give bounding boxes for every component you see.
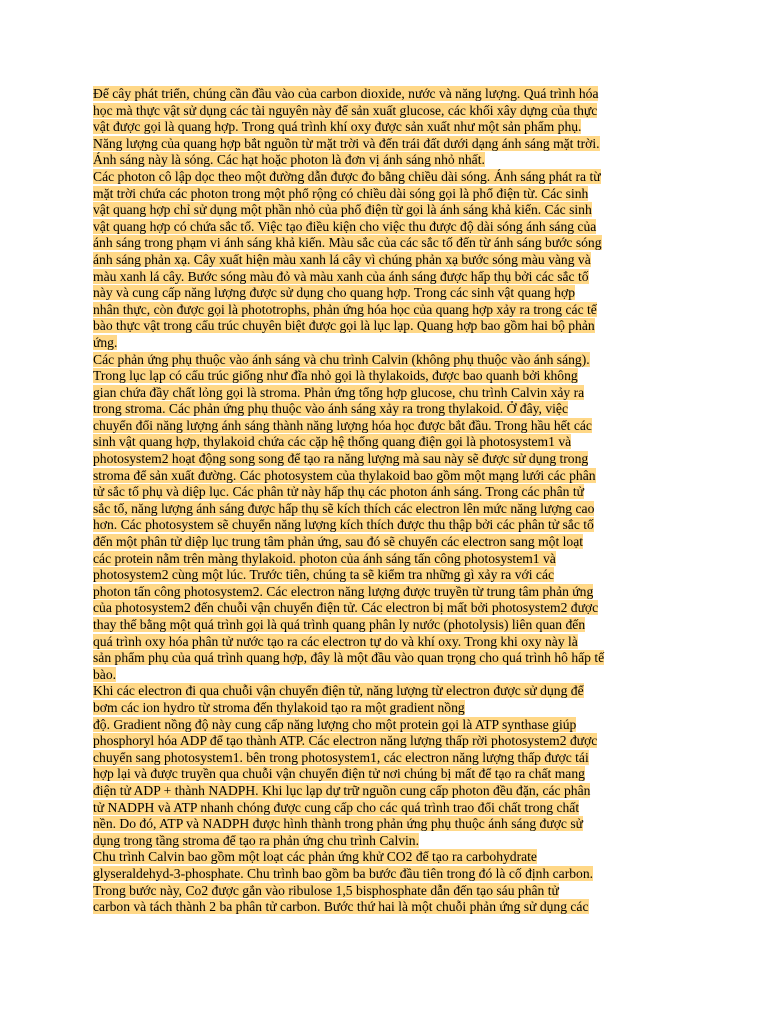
document-page [93, 86, 677, 916]
highlighted-text: Năng lượng của quang hợp bắt nguồn từ mặt trời và đến trái đất dưới dạng ánh sáng mặt trời. [93, 135, 600, 151]
text-line [93, 683, 677, 700]
highlighted-text: phosphoryl hóa ADP để tạo thành ATP. Các electron năng lượng thấp rời photosystem2 được [93, 733, 598, 749]
highlighted-text: photosystem2 hoạt động song song để tạo ra năng lượng mà sau này sẽ được sử dụng trong [93, 451, 589, 467]
highlighted-text: glyseraldehyd-3-phosphate. Chu trình bao gồm ba bước đầu tiên trong đó là cố định carbon. [93, 865, 594, 881]
text-line [93, 650, 677, 667]
highlighted-text: bào. [93, 666, 117, 682]
text-line [93, 418, 677, 435]
highlighted-text: Ánh sáng này là sóng. Các hạt hoặc photon là đơn vị ánh sáng nhỏ nhất. [93, 152, 485, 168]
text-line [93, 800, 677, 817]
text-line [93, 750, 677, 767]
text-line [93, 186, 677, 203]
highlighted-text: nhân thực, còn được gọi là phototrophs, phản ứng hóa học của quang hợp xảy ra trong các tế [93, 301, 597, 317]
highlighted-text: màu xanh lá cây. Bước sóng màu đỏ và màu xanh của ánh sáng được hấp thụ bởi các sắc tố [93, 268, 589, 284]
highlighted-text: vật quang hợp chỉ sử dụng một phần nhỏ của phổ điện từ gọi là ánh sáng khả kiến. Các sinh [93, 202, 592, 218]
highlighted-text: sinh vật quang hợp, thylakoid chứa các cặp hệ thống quang điện gọi là photosystem1 và [93, 434, 572, 450]
text-line [93, 202, 677, 219]
text-line [93, 899, 677, 916]
highlighted-text: nền. Do đó, ATP và NADPH được hình thành trong phản ứng phụ thuộc ánh sáng được sử [93, 816, 583, 832]
highlighted-text: đến một phân tử diệp lục trung tâm phản ứng, sau đó sẽ chuyển các electron sang một loạt [93, 534, 584, 550]
highlighted-text: Trong bước này, Co2 được gắn vào ribulose 1,5 bisphosphate dẫn đến tạo sáu phân tử [93, 882, 559, 898]
text-line [93, 783, 677, 800]
text-line [93, 866, 677, 883]
text-line [93, 766, 677, 783]
text-line [93, 152, 677, 169]
highlighted-text: chuyển đổi năng lượng ánh sáng thành năng lượng hóa học được bắt đầu. Trong hầu hết các [93, 417, 592, 433]
highlighted-text: chuyển sang photosystem1. bên trong photosystem1, các electron năng lượng thấp được tái [93, 749, 589, 765]
highlighted-text: Trong lục lạp có cấu trúc giống như đĩa nhỏ gọi là thylakoids, được bao quanh bởi không [93, 368, 578, 384]
highlighted-text: ứng. [93, 334, 118, 350]
text-line [93, 86, 677, 103]
text-line [93, 617, 677, 634]
text-line [93, 302, 677, 319]
text-line [93, 335, 677, 352]
highlighted-text: ánh sáng trong phạm vi ánh sáng khả kiến. Màu sắc của các sắc tố đến từ ánh sáng bước sóng [93, 235, 602, 251]
text-line [93, 468, 677, 485]
text-line [93, 634, 677, 651]
highlighted-text: photosystem2 cùng một lúc. Trước tiên, chúng ta sẽ kiểm tra những gì xảy ra với các [93, 567, 555, 583]
highlighted-text: Khi các electron đi qua chuỗi vận chuyển điện tử, năng lượng từ electron được sử dụng để [93, 683, 584, 699]
highlighted-text: gian chứa đầy chất lỏng gọi là stroma. Phản ứng tổng hợp glucose, chu trình Calvin xảy ra [93, 384, 585, 400]
text-line [93, 849, 677, 866]
highlighted-text: học mà thực vật sử dụng các tài nguyên này để sản xuất glucose, các khối xây dựng của thực [93, 102, 598, 118]
highlighted-text: Để cây phát triển, chúng cần đầu vào của carbon dioxide, nước và năng lượng. Quá trình hóa [93, 86, 599, 101]
text-line [93, 484, 677, 501]
highlighted-text: sản phẩm phụ của quá trình quang hợp, đây là một đầu vào quan trọng cho quá trình hô hấp tế [93, 650, 605, 666]
text-line [93, 816, 677, 833]
text-line [93, 119, 677, 136]
text-line [93, 833, 677, 850]
text-line [93, 252, 677, 269]
highlighted-text: vật được gọi là quang hợp. Trong quá trình khí oxy được sản xuất như một sản phẩm phụ. [93, 119, 582, 135]
text-line [93, 269, 677, 286]
text-line [93, 717, 677, 734]
highlighted-text: này và cung cấp năng lượng được sử dụng cho quang hợp. Trong các sinh vật quang hợp [93, 285, 576, 301]
highlighted-text: Các phản ứng phụ thuộc vào ánh sáng và chu trình Calvin (không phụ thuộc vào ánh sáng). [93, 351, 590, 367]
text-line [93, 733, 677, 750]
text-line [93, 235, 677, 252]
text-line [93, 219, 677, 236]
text-line [93, 285, 677, 302]
highlighted-text: ánh sáng phản xạ. Cây xuất hiện màu xanh lá cây vì chúng phản xạ bước sóng màu vàng và [93, 251, 591, 267]
highlighted-text: hơn. Các photosystem sẽ chuyển năng lượng kích thích được thu thập bởi các phân tử sắc tố [93, 517, 594, 533]
text-line [93, 136, 677, 153]
highlighted-text: Các photon cô lập dọc theo một đường dẫn được đo bằng chiều dài sóng. Ánh sáng phát ra từ [93, 168, 601, 184]
text-line [93, 584, 677, 601]
text-line [93, 352, 677, 369]
text-line [93, 883, 677, 900]
document-body [93, 86, 677, 916]
text-line [93, 551, 677, 568]
highlighted-text: Chu trình Calvin bao gồm một loạt các phản ứng khử CO2 để tạo ra carbohydrate [93, 849, 537, 865]
highlighted-text: các protein nằm trên màng thylakoid. photon của ánh sáng tấn công photosystem1 và [93, 550, 556, 566]
text-line [93, 434, 677, 451]
text-line [93, 318, 677, 335]
highlighted-text: tử sắc tố phụ và diệp lục. Các phân tử này hấp thụ các photon ánh sáng. Trong các phân tử [93, 484, 584, 500]
text-line [93, 401, 677, 418]
highlighted-text: bơm các ion hydro từ stroma đến thylakoid tạo ra một gradient nồng [93, 699, 465, 715]
highlighted-text: quá trình oxy hóa phân tử nước tạo ra các electron tự do và khí oxy. Trong khi oxy này là [93, 633, 578, 649]
highlighted-text: sắc tố, năng lượng ánh sáng được hấp thụ sẽ kích thích các electron lên mức năng lượng cao [93, 500, 595, 516]
highlighted-text: carbon và tách thành 2 ba phân tử carbon. Bước thứ hai là một chuỗi phản ứng sử dụng các [93, 899, 589, 915]
highlighted-text: thay thế bằng một quá trình gọi là quá trình quang phân ly nước (photolysis) liên quan đến [93, 617, 586, 632]
text-line [93, 368, 677, 385]
text-line [93, 700, 677, 717]
text-line [93, 567, 677, 584]
highlighted-text: của photosystem2 đến chuỗi vận chuyển điện tử. Các electron bị mất bởi photosystem2 được [93, 600, 599, 616]
highlighted-text: stroma để sản xuất đường. Các photosystem của thylakoid bao gồm một mạng lưới các phân [93, 467, 596, 483]
highlighted-text: vật quang hợp có chứa sắc tố. Việc tạo điều kiện cho việc thu được độ dài sóng ánh sáng của [93, 218, 597, 234]
highlighted-text: dụng trong tầng stroma để tạo ra phản ứng chu trình Calvin. [93, 832, 419, 848]
highlighted-text: tử NADPH và ATP nhanh chóng được cung cấp cho các quá trình trao đổi chất trong chất [93, 799, 580, 815]
highlighted-text: điện tử ADP + thành NADPH. Khi lục lạp dự trữ nguồn cung cấp photon đều đặn, các phân [93, 782, 591, 798]
text-line [93, 600, 677, 617]
highlighted-text: hợp lại và được truyền qua chuỗi vận chuyển điện tử nơi chúng bị mất để tạo ra chất mang [93, 766, 585, 782]
highlighted-text: mặt trời chứa các photon trong một phổ rộng có chiều dài sóng gọi là phổ điện từ. Các sinh [93, 185, 589, 201]
text-line [93, 385, 677, 402]
text-line [93, 103, 677, 120]
text-line [93, 169, 677, 186]
highlighted-text: độ. Gradient nồng độ này cung cấp năng lượng cho một protein gọi là ATP synthase giúp [93, 716, 577, 732]
highlighted-text: bào thực vật trong cấu trúc chuyên biệt được gọi là lục lạp. Quang hợp bao gồm hai bộ phản [93, 318, 595, 334]
highlighted-text: trong stroma. Các phản ứng phụ thuộc vào ánh sáng xảy ra trong thylakoid. Ở đây, việc [93, 401, 568, 417]
highlighted-text: photon tấn công photosystem2. Các electron năng lượng được truyền từ trung tâm phản ứng [93, 583, 594, 599]
text-line [93, 451, 677, 468]
text-line [93, 667, 677, 684]
text-line [93, 501, 677, 518]
text-line [93, 517, 677, 534]
text-line [93, 534, 677, 551]
